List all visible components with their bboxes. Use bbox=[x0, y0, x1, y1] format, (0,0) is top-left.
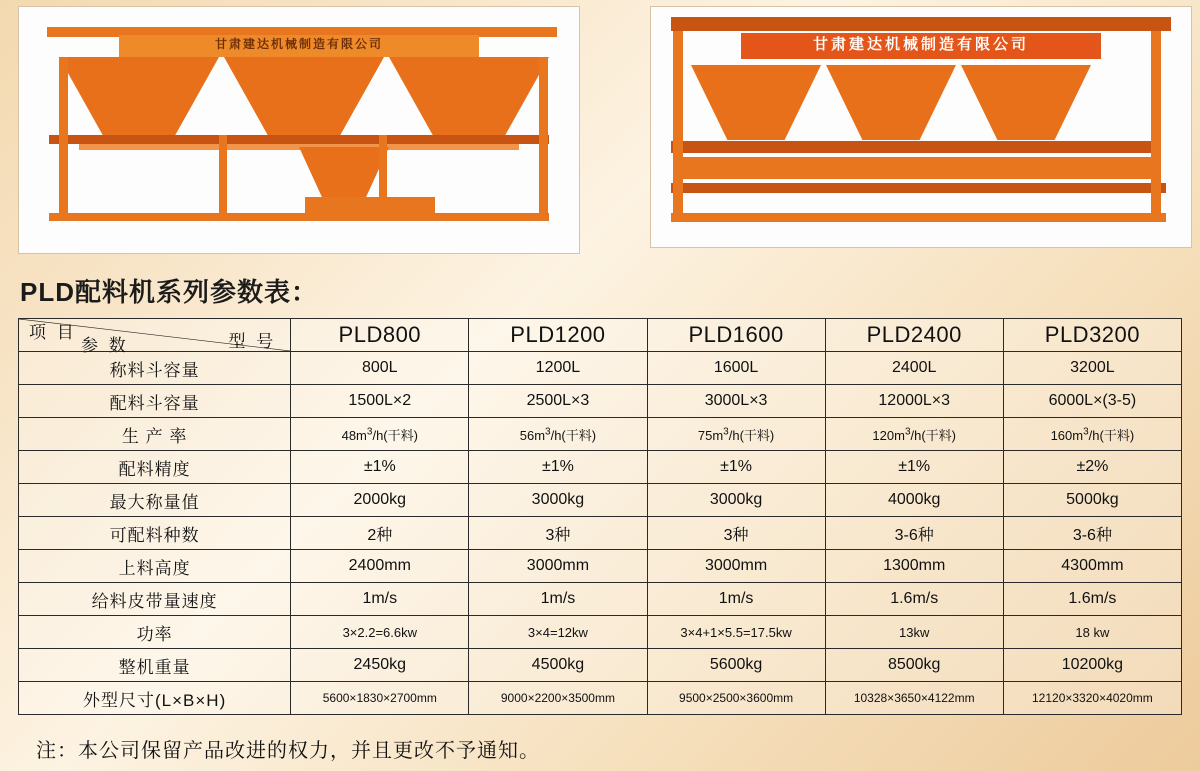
conveyor-belt bbox=[671, 141, 1161, 153]
leg-1 bbox=[59, 57, 68, 217]
cell-r2-c1: $56m^3/h$(干料) bbox=[469, 418, 647, 451]
hopper-2 bbox=[224, 57, 384, 137]
base-rail bbox=[49, 213, 549, 221]
table-row bbox=[19, 550, 1182, 583]
cell-r0-c0: 800L bbox=[291, 352, 469, 385]
lower-rail bbox=[671, 183, 1166, 193]
hopper-3 bbox=[961, 65, 1091, 140]
cell-r7-c0: 1m/s bbox=[291, 583, 469, 616]
table-row bbox=[19, 484, 1182, 517]
table-header-row bbox=[19, 319, 1182, 352]
table-row bbox=[19, 385, 1182, 418]
cell-r2-c2: $75m^3/h$(干料) bbox=[647, 418, 825, 451]
cell-r9-c0: 2450kg bbox=[291, 649, 469, 682]
row-label: 可配料种数 bbox=[19, 517, 291, 550]
table-row bbox=[19, 616, 1182, 649]
cell-r6-c1: 3000mm bbox=[469, 550, 647, 583]
cell-r3-c3: ±1% bbox=[825, 451, 1003, 484]
cell-r6-c0: 2400mm bbox=[291, 550, 469, 583]
company-banner-left: 甘肃建达机械制造有限公司 bbox=[119, 35, 479, 57]
cell-r9-c4: 10200kg bbox=[1003, 649, 1181, 682]
cell-r1-c4: 6000L×(3-5) bbox=[1003, 385, 1181, 418]
cell-r8-c0: 3×2.2=6.6kw bbox=[291, 616, 469, 649]
table-row bbox=[19, 682, 1182, 715]
hopper-3 bbox=[389, 57, 549, 137]
cell-r10-c3: 10328×3650×4122mm bbox=[825, 682, 1003, 715]
cell-r6-c4: 4300mm bbox=[1003, 550, 1181, 583]
cell-r2-c3: $120m^3/h$(干料) bbox=[825, 418, 1003, 451]
cell-r1-c3: 12000L×3 bbox=[825, 385, 1003, 418]
cell-r5-c3: 3-6种 bbox=[825, 517, 1003, 550]
cell-r3-c4: ±2% bbox=[1003, 451, 1181, 484]
pld-batching-plant-photo-left bbox=[18, 6, 580, 254]
hopper-1 bbox=[691, 65, 821, 140]
cell-r5-c0: 2种 bbox=[291, 517, 469, 550]
row-label: 上料高度 bbox=[19, 550, 291, 583]
cell-r4-c0: 2000kg bbox=[291, 484, 469, 517]
cell-r10-c1: 9000×2200×3500mm bbox=[469, 682, 647, 715]
cell-r4-c1: 3000kg bbox=[469, 484, 647, 517]
row-label: 最大称量值 bbox=[19, 484, 291, 517]
corner-item-label: 项 目 bbox=[29, 323, 77, 342]
weighing-hopper bbox=[299, 147, 389, 202]
cell-r7-c1: 1m/s bbox=[469, 583, 647, 616]
cell-r4-c3: 4000kg bbox=[825, 484, 1003, 517]
cell-r10-c2: 9500×2500×3600mm bbox=[647, 682, 825, 715]
cell-r4-c2: 3000kg bbox=[647, 484, 825, 517]
table-row bbox=[19, 649, 1182, 682]
machine-illustration-right bbox=[651, 7, 1191, 247]
hopper-1 bbox=[59, 57, 219, 137]
leg-4 bbox=[539, 57, 548, 217]
row-label: 称料斗容量 bbox=[19, 352, 291, 385]
pld-batching-plant-photo-right bbox=[650, 6, 1192, 248]
corner-model-label: 型 号 bbox=[228, 332, 277, 351]
cell-r3-c2: ±1% bbox=[647, 451, 825, 484]
page-title: PLD配料机系列参数表： bbox=[20, 277, 319, 307]
hopper-gates bbox=[676, 157, 1156, 179]
cell-r9-c3: 8500kg bbox=[825, 649, 1003, 682]
model-header-2: PLD1600 bbox=[647, 319, 825, 352]
cell-r10-c0: 5600×1830×2700mm bbox=[291, 682, 469, 715]
machine-illustration-left bbox=[19, 7, 579, 253]
photo-left-canvas bbox=[19, 7, 579, 253]
leg-3 bbox=[379, 135, 387, 217]
cell-r9-c2: 5600kg bbox=[647, 649, 825, 682]
cell-r8-c3: 13kw bbox=[825, 616, 1003, 649]
row-label: 功率 bbox=[19, 616, 291, 649]
cell-r4-c4: 5000kg bbox=[1003, 484, 1181, 517]
disclaimer-note: 注：本公司保留产品改进的权力，并且更改不予通知。 bbox=[36, 740, 540, 762]
table-row bbox=[19, 451, 1182, 484]
table-row bbox=[19, 517, 1182, 550]
table-row bbox=[19, 352, 1182, 385]
cell-r0-c3: 2400L bbox=[825, 352, 1003, 385]
cell-r2-c4: $160m^3/h$(干料) bbox=[1003, 418, 1181, 451]
photo-right-canvas bbox=[651, 7, 1191, 247]
cell-r2-c0: $48m^3/h$(干料) bbox=[291, 418, 469, 451]
table-row bbox=[19, 418, 1182, 451]
cell-r5-c4: 3-6种 bbox=[1003, 517, 1181, 550]
row-label: 配料斗容量 bbox=[19, 385, 291, 418]
cell-r8-c1: 3×4=12kw bbox=[469, 616, 647, 649]
company-banner-right: 甘肃建达机械制造有限公司 bbox=[741, 33, 1101, 59]
cell-r0-c1: 1200L bbox=[469, 352, 647, 385]
row-label: 给料皮带量速度 bbox=[19, 583, 291, 616]
cell-r6-c2: 3000mm bbox=[647, 550, 825, 583]
cell-r7-c3: 1.6m/s bbox=[825, 583, 1003, 616]
cell-r8-c4: 18 kw bbox=[1003, 616, 1181, 649]
model-header-0: PLD800 bbox=[291, 319, 469, 352]
hopper-2 bbox=[826, 65, 956, 140]
cell-r1-c0: 1500L×2 bbox=[291, 385, 469, 418]
parameters-table bbox=[18, 318, 1182, 715]
cell-r3-c0: ±1% bbox=[291, 451, 469, 484]
conveyor-belt bbox=[49, 135, 549, 144]
model-header-3: PLD2400 bbox=[825, 319, 1003, 352]
cell-r8-c2: 3×4+1×5.5=17.5kw bbox=[647, 616, 825, 649]
model-header-1: PLD1200 bbox=[469, 319, 647, 352]
cell-r5-c1: 3种 bbox=[469, 517, 647, 550]
row-label: 配料精度 bbox=[19, 451, 291, 484]
cell-r3-c1: ±1% bbox=[469, 451, 647, 484]
photo-row bbox=[0, 0, 1200, 258]
base-rail bbox=[671, 213, 1166, 222]
row-label: 生 产 率 bbox=[19, 418, 291, 451]
row-label: 整机重量 bbox=[19, 649, 291, 682]
leg-2 bbox=[1151, 31, 1161, 221]
table-row bbox=[19, 583, 1182, 616]
cell-r0-c2: 1600L bbox=[647, 352, 825, 385]
model-header-4: PLD3200 bbox=[1003, 319, 1181, 352]
leg-1 bbox=[673, 31, 683, 221]
cell-r9-c1: 4500kg bbox=[469, 649, 647, 682]
cell-r5-c2: 3种 bbox=[647, 517, 825, 550]
cell-r0-c4: 3200L bbox=[1003, 352, 1181, 385]
cell-r7-c4: 1.6m/s bbox=[1003, 583, 1181, 616]
row-label: 外型尺寸(L×B×H) bbox=[19, 682, 291, 715]
cell-r10-c4: 12120×3320×4020mm bbox=[1003, 682, 1181, 715]
cell-r7-c2: 1m/s bbox=[647, 583, 825, 616]
corner-param-label: 参 数 bbox=[81, 336, 129, 355]
frame-rail-top bbox=[671, 17, 1171, 31]
corner-header-cell bbox=[19, 319, 291, 355]
cell-r6-c3: 1300mm bbox=[825, 550, 1003, 583]
cell-r1-c1: 2500L×3 bbox=[469, 385, 647, 418]
cell-r1-c2: 3000L×3 bbox=[647, 385, 825, 418]
leg-2 bbox=[219, 135, 227, 217]
parameters-table-wrapper bbox=[18, 318, 1182, 715]
